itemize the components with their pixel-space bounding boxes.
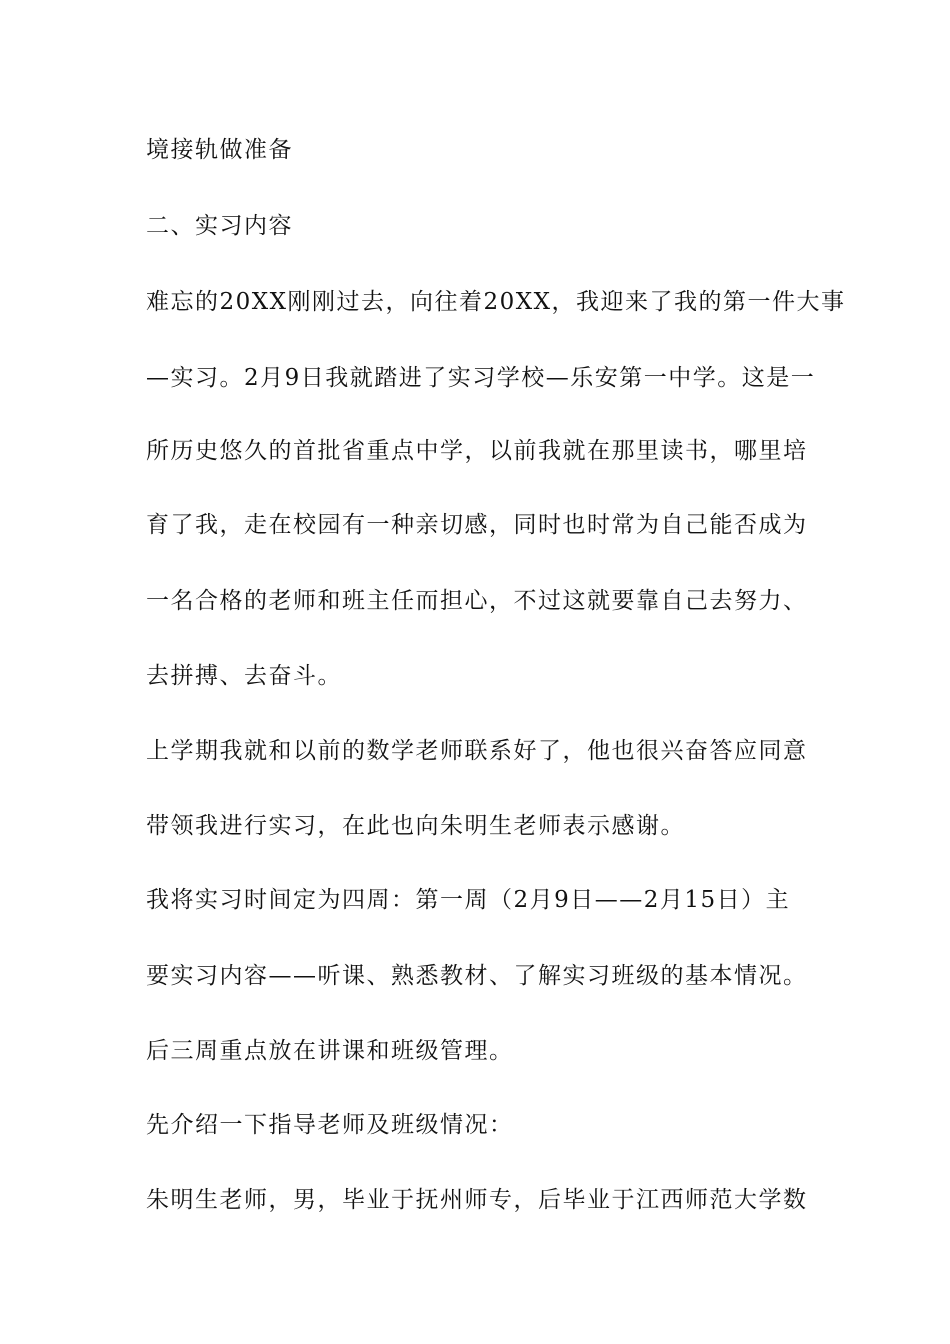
paragraph-line: 先介绍一下指导老师及班级情况：	[146, 1112, 514, 1138]
paragraph-line: 朱明生老师，男，毕业于抚州师专，后毕业于江西师范大学数	[146, 1187, 808, 1213]
section-heading: 二、实习内容	[146, 213, 293, 239]
paragraph-line: 上学期我就和以前的数学老师联系好了，他也很兴奋答应同意	[146, 738, 808, 764]
paragraph-line: —实习。2月9日我就踏进了实习学校—乐安第一中学。这是一	[146, 365, 816, 391]
paragraph-line: 育了我，走在校园有一种亲切感，同时也时常为自己能否成为	[146, 512, 808, 538]
paragraph-line: 要实习内容——听课、熟悉教材、了解实习班级的基本情况。	[146, 963, 808, 989]
paragraph-line: 我将实习时间定为四周：第一周（2月9日——2月15日）主	[146, 887, 791, 913]
paragraph-line: 所历史悠久的首批省重点中学，以前我就在那里读书，哪里培	[146, 438, 808, 464]
paragraph-line: 后三周重点放在讲课和班级管理。	[146, 1038, 514, 1064]
paragraph-line: 带领我进行实习，在此也向朱明生老师表示感谢。	[146, 813, 685, 839]
paragraph-line: 难忘的20XX刚刚过去，向往着20XX，我迎来了我的第一件大事	[146, 289, 846, 315]
paragraph-line: 去拼搏、去奋斗。	[146, 663, 342, 689]
text-line-continuation: 境接轨做准备	[146, 137, 293, 163]
paragraph-line: 一名合格的老师和班主任而担心，不过这就要靠自己去努力、	[146, 588, 808, 614]
